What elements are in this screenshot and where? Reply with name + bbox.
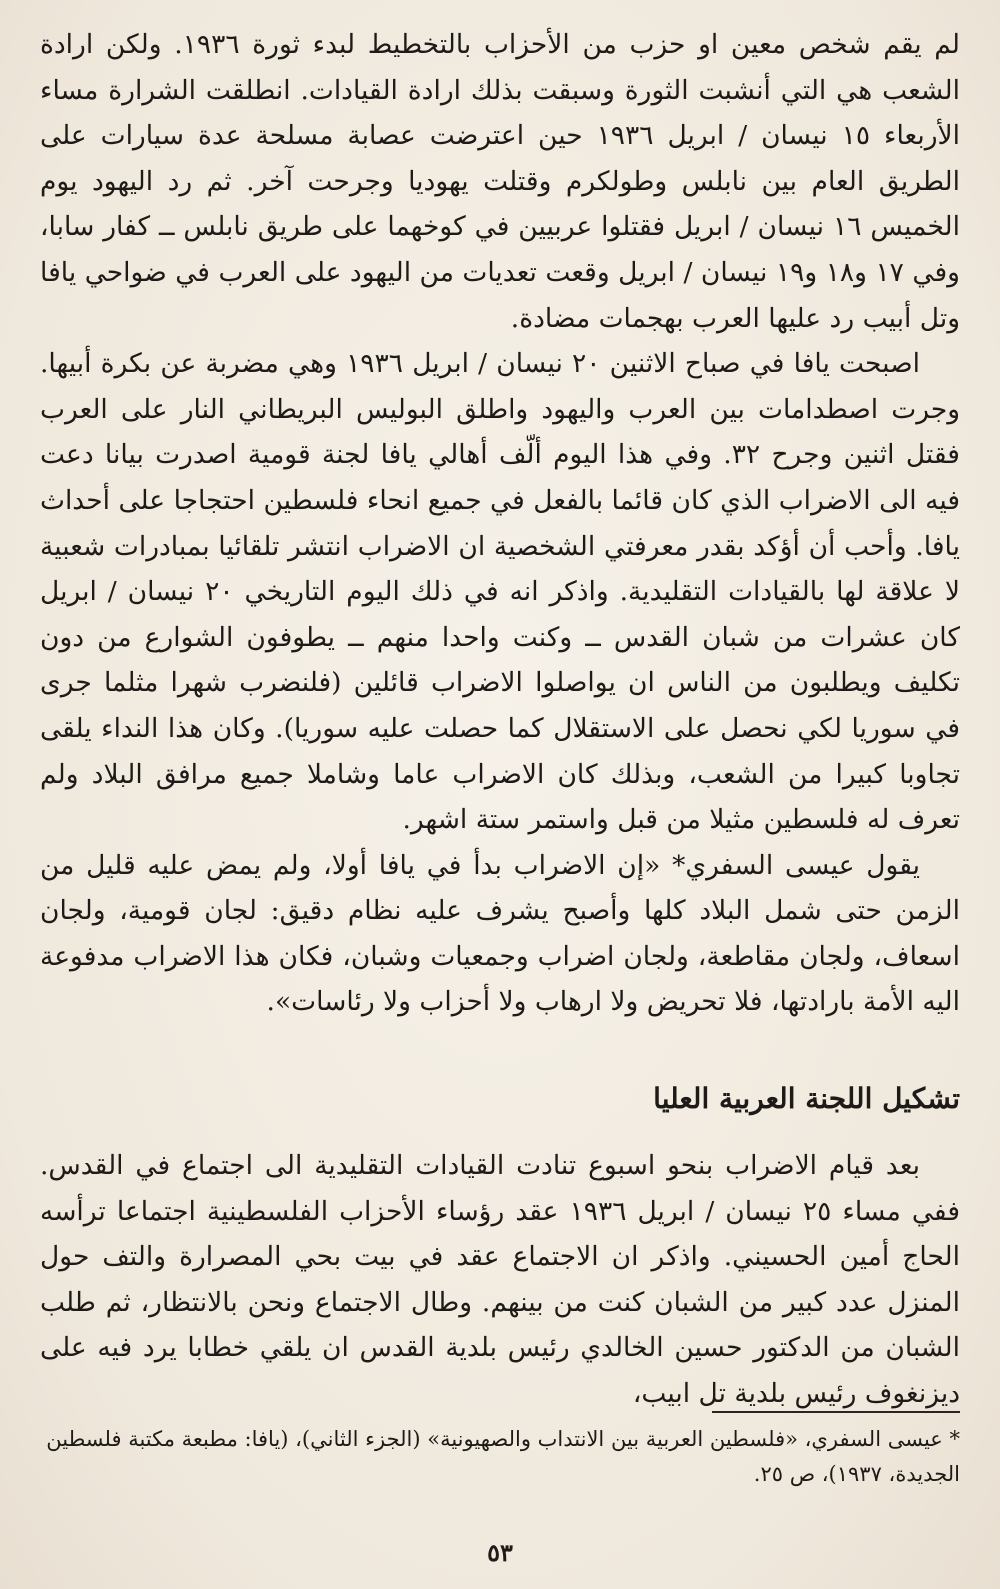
- main-text: [40, 22, 960, 1417]
- paragraph-3: يقول عيسى السفري* «إن الاضراب بدأ في يافا أولا، ولم يمض عليه قليل من الزمن حتى شمل البلاد كلها وأصبح يشرف عليه نظام دقيق: لجان قومية، ولجان اسعاف، ولجان مقاطعة، ولجان اضراب وجمعيات وشبان، فكان هذا الاضراب مدفوعة اليه الأمة بارادتها، فلا تحريض ولا ارهاب ولا أحزاب ولا رئاسات».: [40, 849, 960, 1018]
- paragraph-2: اصبحت يافا في صباح الاثنين ٢٠ نيسان / ابريل ١٩٣٦ وهي مضربة عن بكرة أبيها. وجرت اصطدامات بين العرب واليهود واطلق البوليس البريطاني النار على العرب فقتل اثنين وجرح ٣٢. وفي هذا اليوم ألّف أهالي يافا لجنة قومية اصدرت بيانا دعت فيه الى الاضراب الذي كان قائما بالفعل في جميع انحاء فلسطين احتجاجا على أحداث يافا. وأحب أن أؤكد بقدر معرفتي الشخصية ان الاضراب انتشر تلقائيا بمبادرات شعبية لا علاقة لها بالقيادات التقليدية. واذكر انه في ذلك اليوم التاريخي ٢٠ نيسان / ابريل كان عشرات من شبان القدس ــ وكنت واحدا منهم ــ يطوفون الشوارع من دون تكليف ويطلبون من الناس ان يواصلوا الاضراب قائلين (فلنضرب شهرا مثلما جرى في سوريا لكي نحصل على الاستقلال كما حصلت عليه سوريا). وكان هذا النداء يلقى تجاوبا كبيرا من الشعب، وبذلك كان الاضراب عاما وشاملا جميع مرافق البلاد ولم تعرف له فلسطين مثيلا من قبل واستمر ستة اشهر.: [40, 348, 960, 836]
- section-paragraph: بعد قيام الاضراب بنحو اسبوع تنادت القيادات التقليدية الى اجتماع في القدس. ففي مساء ٢٥ نيسان / ابريل ١٩٣٦ عقد رؤساء الأحزاب الفلسطينية اجتماعا ترأسه الحاج أمين الحسيني. واذكر ان الاجتماع عقد في بيت بحي المصرارة والتف حول المنزل عدد كبير من الشبان كنت من بينهم. وطال الاجتماع ونحن بالانتظار، ثم طلب الشبان من الدكتور حسين الخالدي رئيس بلدية القدس ان يلقي خطابا يرد فيه على ديزنغوف رئيس بلدية تل ابيب،: [40, 1150, 960, 1410]
- footnote-divider: [712, 1411, 960, 1413]
- footnote: * عيسى السفري، «فلسطين العربية بين الانتداب والصهيونية» (الجزء الثاني)، (يافا: مطبعة مكتبة فلسطين الجديدة، ١٩٣٧)، ص ٢٥.: [46, 1427, 960, 1486]
- section-heading: تشكيل اللجنة العربية العليا: [653, 1082, 960, 1116]
- paragraph-1: لم يقم شخص معين او حزب من الأحزاب بالتخطيط لبدء ثورة ١٩٣٦. ولكن ارادة الشعب هي التي أنشبت الثورة وسبقت بذلك ارادة القيادات. انطلقت الشرارة مساء الأربعاء ١٥ نيسان / ابريل ١٩٣٦ حين اعترضت عصابة مسلحة عدة سيارات على الطريق العام بين نابلس وطولكرم وقتلت يهوديا وجرحت آخر. ثم رد اليهود يوم الخميس ١٦ نيسان / ابريل فقتلوا عربيين في كوخهما على طريق نابلس ــ كفار سابا، وفي ١٧ و١٨ و١٩ نيسان / ابريل وقعت تعديات من اليهود على العرب في ضواحي يافا وتل أبيب رد عليها العرب بهجمات مضادة.: [40, 29, 960, 334]
- page-number: ٥٣: [487, 1538, 513, 1567]
